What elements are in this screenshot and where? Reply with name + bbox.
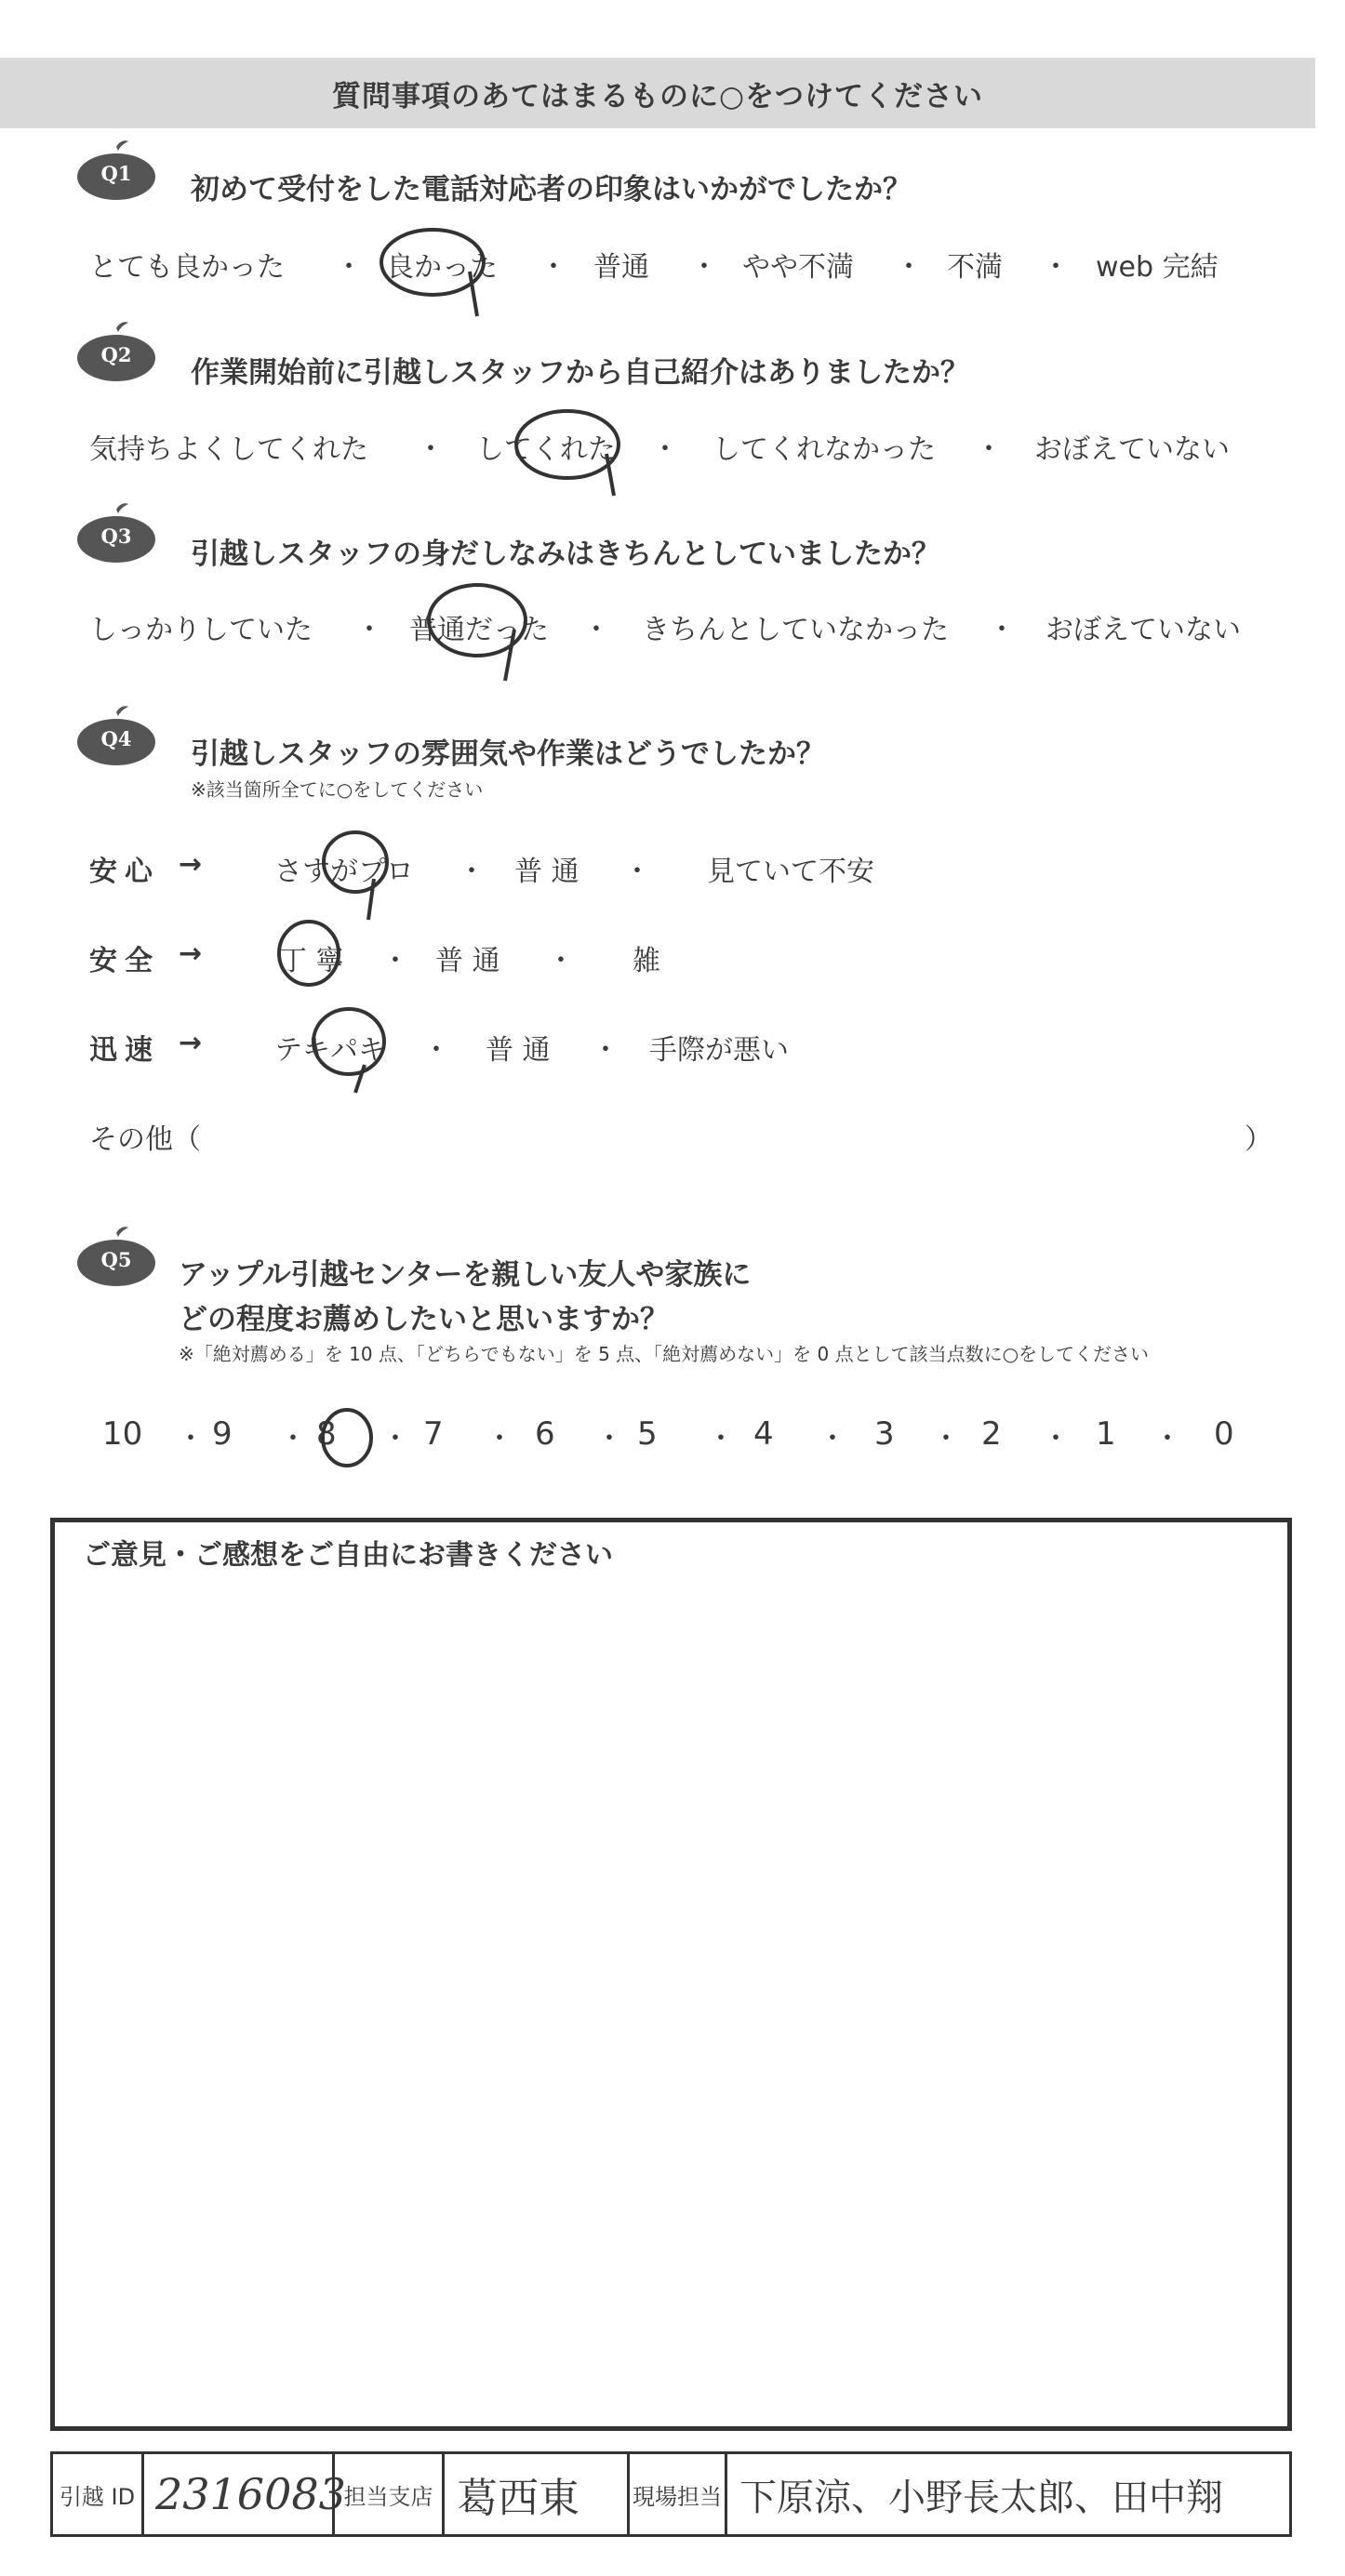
score-option-0[interactable]: 0: [1214, 1415, 1234, 1453]
comment-box[interactable]: [50, 1518, 1292, 2431]
separator: ・: [582, 614, 610, 646]
q5-badge-label: Q5: [100, 1248, 132, 1271]
q4-note: ※該当箇所全てに○をしてください: [191, 778, 484, 801]
q1-option-6[interactable]: web 完結: [1096, 251, 1218, 284]
separator: ・: [1042, 1423, 1070, 1455]
move-id-value: 2316083: [155, 2469, 346, 2519]
q2-badge-label: Q2: [100, 343, 132, 366]
separator: ・: [819, 1423, 846, 1455]
separator: ・: [592, 1034, 619, 1067]
separator: ・: [707, 1423, 735, 1455]
score-option-5[interactable]: 5: [637, 1415, 658, 1453]
q2-option-4[interactable]: おぼえていない: [1034, 433, 1230, 466]
q4-row-label-anzen: 安全: [89, 945, 160, 977]
score-option-2[interactable]: 2: [981, 1415, 1002, 1453]
apple-badge-icon: [74, 321, 158, 382]
separator: ・: [417, 433, 445, 466]
q1-option-2[interactable]: 良かった: [386, 251, 498, 284]
score-option-9[interactable]: 9: [212, 1415, 233, 1453]
separator: ・: [1042, 251, 1070, 284]
q2-option-1[interactable]: 気持ちよくしてくれた: [89, 433, 368, 466]
q3-option-1[interactable]: しっかりしていた: [89, 614, 313, 646]
separator: ・: [458, 856, 486, 888]
score-option-6[interactable]: 6: [535, 1415, 555, 1453]
move-id-label: 引越 ID: [53, 2454, 144, 2534]
q4-row-label-anshin: 安心: [89, 856, 160, 888]
comment-title: ご意見・ご感想をご自由にお書きください: [83, 1539, 613, 1572]
q2-question: 作業開始前に引越しスタッフから自己紹介はありましたか？: [191, 356, 969, 390]
separator: ・: [381, 945, 409, 977]
page-title: 質問事項のあてはまるものに○をつけてください: [331, 79, 984, 113]
q4-row3-option-1[interactable]: テキパキ: [274, 1034, 386, 1067]
q5-note: ※「絶対薦める」を 10 点、「どちらでもない」を 5 点、「絶対薦めない」を 0 点として該当点数に○をしてください: [179, 1343, 1150, 1365]
q3-option-4[interactable]: おぼえていない: [1045, 614, 1241, 646]
staff-value: 下原涼、小野長太郎、田中翔: [739, 2476, 1223, 2519]
arrow-right-icon: →: [179, 937, 203, 970]
separator: ・: [177, 1423, 205, 1455]
apple-badge-icon: [74, 139, 158, 201]
q5-question-line2: どの程度お薦めしたいと思いますか？: [179, 1303, 669, 1336]
q4-row1-option-1[interactable]: さすがプロ: [274, 856, 414, 888]
separator: ・: [279, 1423, 307, 1455]
score-option-4[interactable]: 4: [753, 1415, 774, 1453]
separator: ・: [547, 945, 575, 977]
q4-row2-option-1[interactable]: 丁 寧: [279, 945, 344, 977]
separator: ・: [422, 1034, 450, 1067]
apple-badge-icon: [74, 1226, 158, 1287]
separator: ・: [539, 251, 567, 284]
q1-option-3[interactable]: 普通: [593, 251, 649, 284]
separator: ・: [690, 251, 718, 284]
q4-row3-option-3[interactable]: 手際が悪い: [649, 1034, 789, 1067]
separator: ・: [651, 433, 679, 466]
footer-table: [50, 2451, 1292, 2537]
q4-question: 引越しスタッフの雰囲気や作業はどうでしたか？: [191, 737, 825, 771]
separator: ・: [932, 1423, 960, 1455]
staff-label: 現場担当: [630, 2454, 727, 2534]
separator: ・: [486, 1423, 513, 1455]
arrow-right-icon: →: [179, 1027, 203, 1059]
q4-row2-option-3[interactable]: 雑: [633, 945, 660, 977]
q3-option-3[interactable]: きちんとしていなかった: [642, 614, 949, 646]
q5-question-line1: アップル引越センターを親しい友人や家族に: [179, 1258, 752, 1292]
score-option-7[interactable]: 7: [423, 1415, 444, 1453]
separator: ・: [895, 251, 923, 284]
separator: ・: [355, 614, 383, 646]
separator: ・: [623, 856, 651, 888]
q3-badge-label: Q3: [100, 524, 132, 548]
header-bar: [0, 58, 1315, 128]
branch-label: 担当支店: [335, 2454, 445, 2534]
separator: ・: [381, 1423, 409, 1455]
apple-badge-icon: [74, 705, 158, 766]
separator: ・: [1153, 1423, 1181, 1455]
q4-badge-label: Q4: [100, 727, 132, 750]
q4-other-label: その他（: [89, 1123, 201, 1156]
q4-row3-option-2[interactable]: 普 通: [486, 1034, 551, 1067]
separator: ・: [335, 251, 363, 284]
q1-question: 初めて受付をした電話対応者の印象はいかがでしたか？: [191, 173, 912, 206]
q1-badge-label: Q1: [100, 162, 132, 185]
q2-option-3[interactable]: してくれなかった: [712, 433, 936, 466]
q4-row1-option-3[interactable]: 見ていて不安: [707, 856, 874, 888]
score-option-10[interactable]: 10: [102, 1415, 143, 1453]
q3-question: 引越しスタッフの身だしなみはきちんとしていましたか？: [191, 538, 940, 571]
score-option-3[interactable]: 3: [874, 1415, 895, 1453]
q1-option-5[interactable]: 不満: [947, 251, 1003, 284]
q4-other-close: ）: [1245, 1123, 1272, 1156]
q4-row2-option-2[interactable]: 普 通: [435, 945, 500, 977]
branch-value: 葛西東: [457, 2475, 579, 2522]
q2-option-2[interactable]: してくれた: [476, 433, 616, 466]
q3-option-2[interactable]: 普通だった: [409, 614, 549, 646]
q1-option-4[interactable]: やや不満: [742, 251, 854, 284]
apple-badge-icon: [74, 502, 158, 564]
arrow-right-icon: →: [179, 848, 203, 881]
q4-row-label-jinsoku: 迅速: [89, 1034, 160, 1067]
q4-row1-option-2[interactable]: 普 通: [514, 856, 579, 888]
q1-option-1[interactable]: とても良かった: [89, 251, 285, 284]
separator: ・: [595, 1423, 623, 1455]
separator: ・: [988, 614, 1016, 646]
score-option-1[interactable]: 1: [1096, 1415, 1116, 1453]
separator: ・: [975, 433, 1003, 466]
score-option-8[interactable]: 8: [316, 1415, 337, 1453]
